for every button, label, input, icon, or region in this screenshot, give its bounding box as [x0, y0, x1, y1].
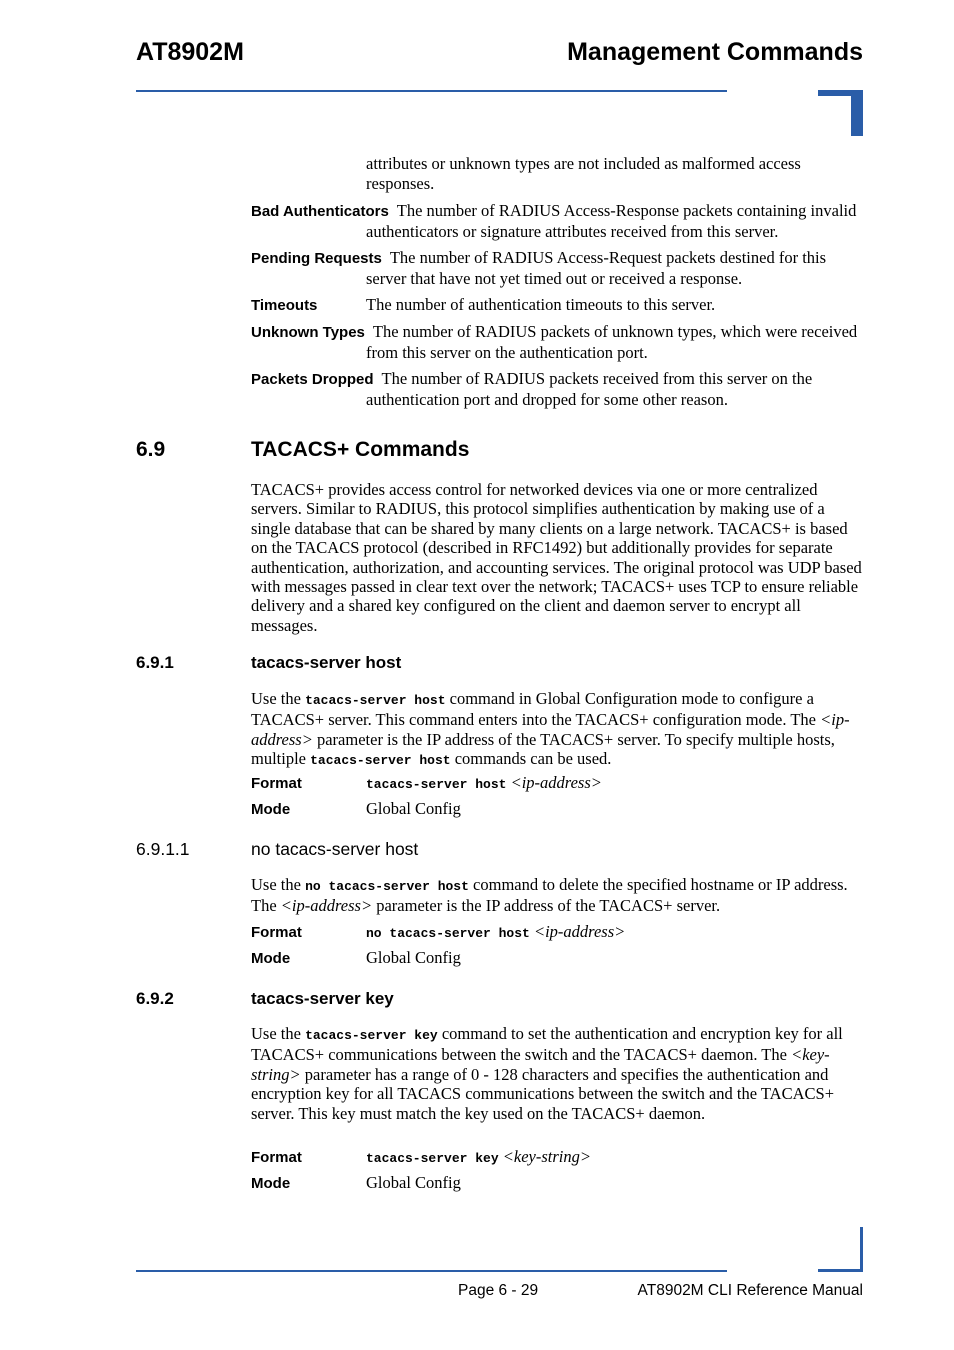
text-run: command to set the authentication and encryption key for all TACACS+ communications between the switch and the TACACS+ daemon. The: [251, 1024, 843, 1065]
format-label: Format: [251, 775, 302, 792]
text-run: command in Global Configuration mode to configure a TACACS+ server. This command enters into the TACACS+ configuration mode. The: [251, 689, 816, 730]
format-command: tacacs-server key: [366, 1151, 499, 1166]
format-command: no tacacs-server host: [366, 926, 530, 941]
text-run: command to delete the specified hostname or IP address. The: [251, 875, 848, 916]
subsection-paragraph: [251, 1024, 863, 1123]
definition-text: The number of RADIUS Access-Response packets containing invalid authenticators or signature attributes received from this server.: [366, 201, 857, 241]
inline-command: tacacs-server host: [310, 753, 451, 769]
definition-term: Unknown Types: [251, 324, 365, 341]
corner-mark-side: [851, 90, 863, 136]
definition-text: The number of RADIUS packets of unknown types, which were received from this server on the authentication port.: [366, 322, 858, 362]
footer-manual-title: AT8902M CLI Reference Manual: [637, 1282, 863, 1299]
text-run: parameter is the IP address of the TACACS+ server.: [376, 896, 721, 916]
definition-text: The number of RADIUS packets received from this server on the authentication port and dropped for some other reason.: [366, 369, 813, 409]
definition-text: The number of RADIUS Access-Request packets destined for this server that have not yet timed out or received a response.: [366, 248, 827, 288]
subsection-number: 6.9.1: [136, 653, 174, 672]
definition-term: Pending Requests: [251, 250, 382, 267]
definition-unknown-types: [251, 322, 863, 363]
text-run: Use the: [251, 689, 301, 708]
header-chapter: Management Commands: [567, 38, 863, 66]
definition-bad-authenticators: [251, 201, 863, 242]
format-argument: <ip-address>: [510, 773, 602, 792]
mode-label: Mode: [251, 950, 291, 967]
mode-value: Global Config: [366, 948, 461, 967]
mode-label: Mode: [251, 1175, 291, 1192]
format-command: tacacs-server host: [366, 777, 507, 792]
definition-term-timeouts: Timeouts: [251, 297, 318, 314]
text-run: parameter is the IP address of the TACACS+ server. To specify multiple hosts, multiple: [251, 729, 835, 769]
format-syntax: [366, 1147, 591, 1167]
mode-value: Global Config: [366, 799, 461, 818]
subsection-paragraph: [251, 689, 863, 771]
format-label: Format: [251, 1149, 302, 1166]
subsubsection-number: 6.9.1.1: [136, 839, 190, 859]
definition-text-timeouts: The number of authentication timeouts to this server.: [366, 295, 716, 314]
definition-packets-dropped: [251, 369, 863, 410]
format-argument: <ip-address>: [533, 922, 626, 941]
mode-value: Global Config: [366, 1173, 461, 1192]
format-syntax: [366, 922, 625, 942]
section-title: TACACS+ Commands: [251, 438, 470, 461]
subsubsection-title: no tacacs-server host: [251, 839, 419, 859]
inline-argument: <key-string>: [251, 1045, 830, 1084]
subsection-number: 6.9.2: [136, 989, 174, 1008]
header-rule: [136, 90, 727, 92]
inline-command: tacacs-server key: [305, 1028, 438, 1043]
mode-label: Mode: [251, 801, 291, 818]
text-run: Use the: [251, 1024, 301, 1043]
text-run: Use the: [251, 875, 301, 894]
format-label: Format: [251, 924, 302, 941]
footer-page-number: Page 6 - 29: [458, 1282, 539, 1299]
text-run: commands can be used.: [454, 749, 612, 769]
subsection-title: tacacs-server key: [251, 989, 394, 1008]
section-number: 6.9: [136, 438, 166, 461]
inline-argument: <ip-address>: [280, 896, 373, 916]
definition-continuation: attributes or unknown types are not included as malformed access responses.: [366, 154, 801, 193]
subsection-title: tacacs-server host: [251, 653, 402, 672]
definition-term: Bad Authenticators: [251, 203, 389, 220]
format-argument: <key-string>: [502, 1147, 591, 1166]
header-product: AT8902M: [136, 38, 244, 66]
section-intro-paragraph: TACACS+ provides access control for networked devices via one or more centralized servers. Similar to RADIUS, this protocol simplifies authentication by making use of a single database that can be shared by many clients on a large network. TACACS+ is based on the TACACS protocol (described in RFC1492) but additionally provides for separate authentication, authorization, and accounting services. The original protocol was UDP based with messages passed in clear text over the network; TACACS+ uses TCP to ensure reliable delivery and a shared key configured on the client and daemon server to encrypt all messages.: [251, 480, 862, 635]
inline-argument: <ip-address>: [251, 710, 850, 749]
corner-mark-bottom-base: [818, 1269, 863, 1272]
inline-command: tacacs-server host: [305, 693, 446, 708]
text-run: parameter has a range of 0 - 128 characters and specifies the authentication and encryption key for all TACACS communications between the switch and the TACACS+ server. This key must match the key used on the TACACS+ daemon.: [251, 1064, 835, 1123]
definition-term: Packets Dropped: [251, 371, 374, 388]
footer-rule: [136, 1270, 727, 1272]
format-syntax: [366, 773, 602, 793]
corner-mark-bottom: [860, 1227, 863, 1272]
subsubsection-paragraph: [251, 875, 863, 916]
inline-command: no tacacs-server host: [305, 879, 469, 894]
definition-pending-requests: [251, 248, 863, 289]
